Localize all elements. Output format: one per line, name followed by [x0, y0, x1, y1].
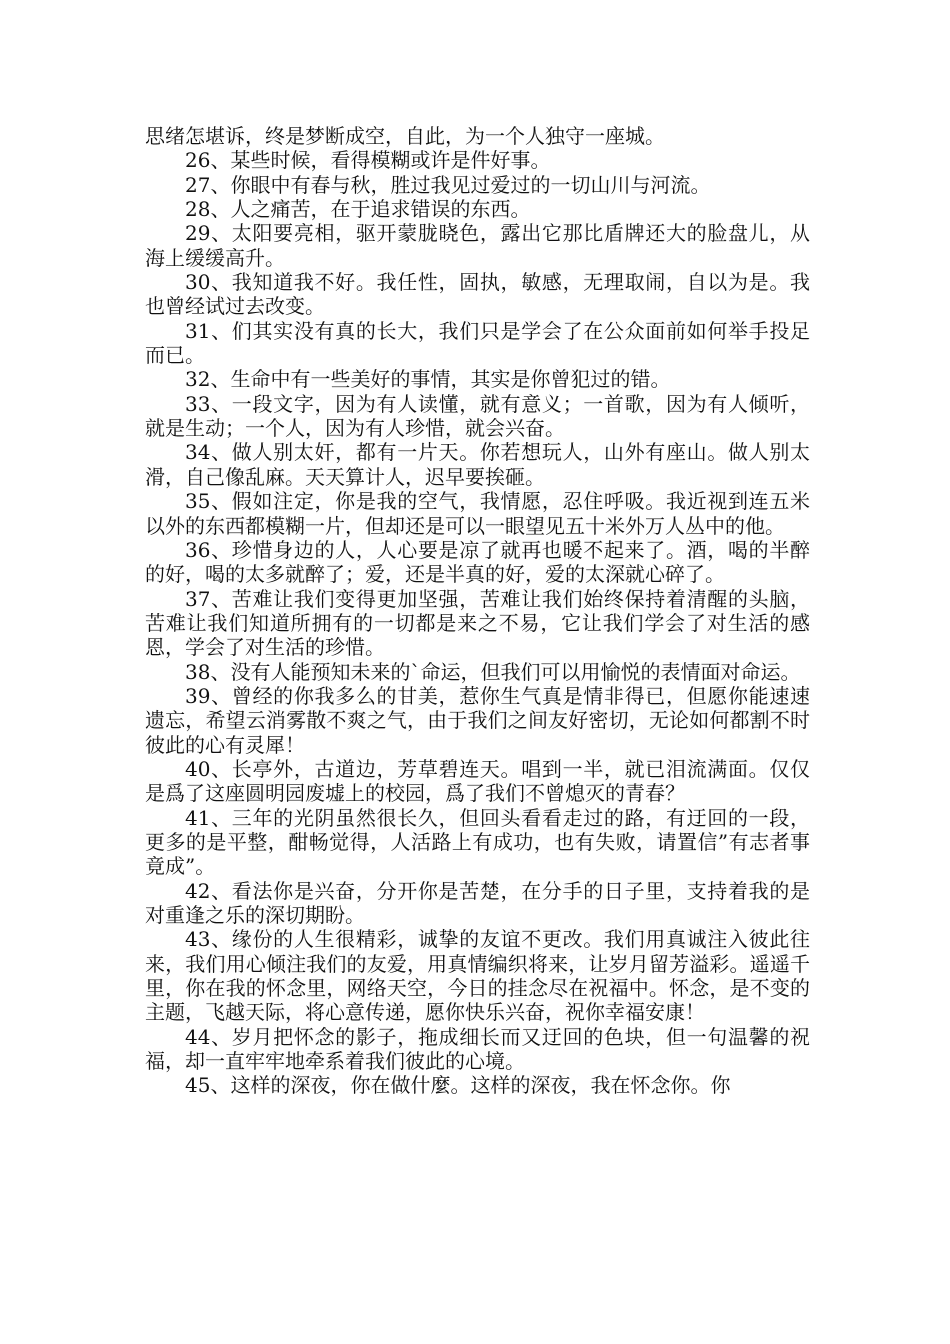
paragraph-44: 44、岁月把怀念的影子，拖成细长而又迂回的色块，但一句温馨的祝福，却一直牢牢地牵系着我们彼此的心境。 — [145, 1024, 810, 1074]
paragraph-41: 41、三年的光阴虽然很长久，但回头看看走过的路，有迂回的一段，更多的是平整，酣畅觉得，人活路上有成功，也有失败，请置信”有志者事竟成”。 — [145, 805, 810, 879]
paragraph-35: 35、假如注定，你是我的空气，我情愿，忍住呼吸。我近视到连五米以外的东西都模糊一片，但却还是可以一眼望见五十米外万人丛中的他。 — [145, 489, 810, 538]
paragraph-continued: 思绪怎堪诉，终是梦断成空，自此，为一个人独守一座城。 — [145, 124, 665, 148]
paragraph-27: 27、你眼中有春与秋，胜过我见过爱过的一切山川与河流。 — [185, 172, 711, 197]
paragraph-43: 43、缘份的人生很精彩，诚挚的友谊不更改。我们用真诚注入彼此往来，我们用心倾注我们的友爱，用真情编织将来，让岁月留芳溢彩。遥遥千里，你在我的怀念里，网络天空，今日的挂念尽在祝福中。怀念，是不变的主题，飞越天际，将心意传递，愿你快乐兴奋，祝你幸福安康！ — [145, 927, 810, 1025]
paragraph-39: 39、曾经的你我多么的甘美，惹你生气真是情非得已，但愿你能速速遗忘，希望云消雾散不爽之气，由于我们之间友好密切，无论如何都割不时彼此的心有灵犀！ — [145, 683, 810, 757]
paragraph-30: 30、我知道我不好。我任性，固执，敏感，无理取闹，自以为是。我也曾经试过去改变。 — [145, 270, 810, 319]
paragraph-36: 36、珍惜身边的人，人心要是凉了就再也暖不起来了。酒，喝的半醉的好，喝的太多就醉了；爱，还是半真的好，爱的太深就心碎了。 — [145, 537, 810, 587]
paragraph-38: 38、没有人能预知未来的`命运，但我们可以用愉悦的表情面对命运。 — [185, 659, 801, 684]
paragraph-42: 42、看法你是兴奋，分开你是苦楚，在分手的日子里，支持着我的是对重逢之乐的深切期盼。 — [145, 878, 810, 927]
document-body — [145, 124, 810, 1098]
paragraph-32: 32、生命中有一些美好的事情，其实是你曾犯过的错。 — [185, 367, 671, 392]
paragraph-26: 26、某些时候，看得模糊或许是件好事。 — [185, 148, 551, 173]
paragraph-31: 31、们其实没有真的长大，我们只是学会了在公众面前如何举手投足而已。 — [145, 318, 810, 368]
paragraph-33: 33、一段文字，因为有人读懂，就有意义；一首歌，因为有人倾听，就是生动；一个人，因为有人珍惜，就会兴奋。 — [145, 391, 810, 441]
paragraph-37: 37、苦难让我们变得更加坚强，苦难让我们始终保持着清醒的头脑，苦难让我们知道所拥有的一切都是来之不易，它让我们学会了对生活的感恩，学会了对生活的珍惜。 — [145, 586, 810, 660]
paragraph-40: 40、长亭外，古道边，芳草碧连天。唱到一半，就已泪流满面。仅仅是爲了这座圆明园废墟上的校园，爲了我们不曾熄灭的青春？ — [145, 756, 810, 806]
paragraph-28: 28、人之痛苦，在于追求错误的东西。 — [185, 197, 531, 222]
paragraph-29: 29、太阳要亮相，驱开蒙胧晓色，露出它那比盾牌还大的脸盘儿，从海上缓缓高升。 — [145, 221, 810, 270]
paragraph-45: 45、这样的深夜，你在做什麼。这样的深夜，我在怀念你。你 — [185, 1073, 731, 1098]
paragraph-34: 34、做人别太奸，都有一片天。你若想玩人，山外有座山。做人别太滑，自己像乱麻。天天算计人，迟早要挨砸。 — [145, 440, 810, 489]
